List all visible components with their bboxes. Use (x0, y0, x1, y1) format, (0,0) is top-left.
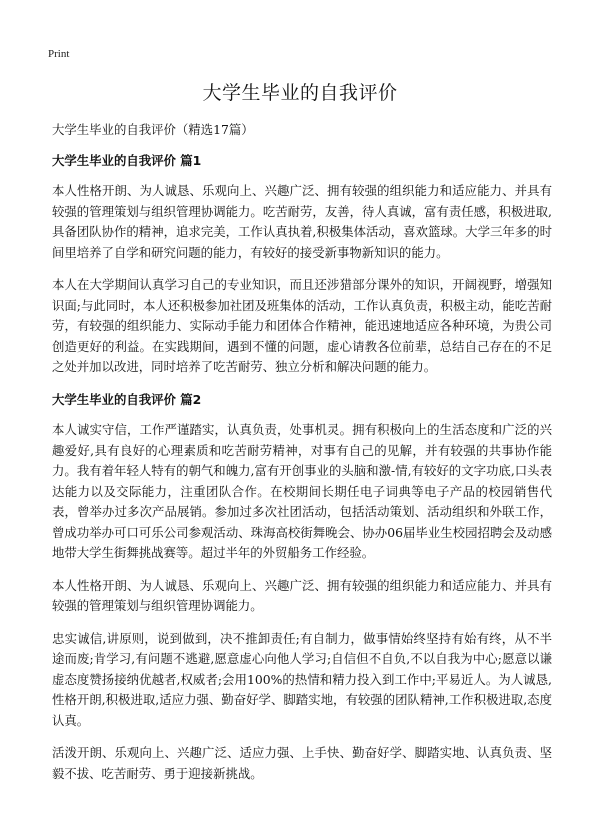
paragraph: 活泼开朗、乐观向上、兴趣广泛、适应力强、上手快、勤奋好学、脚踏实地、认真负责、坚毅不拔、吃苦耐劳、勇于迎接新挑战。 (52, 745, 552, 781)
paragraph: 忠实诚信,讲原则，说到做到，决不推卸责任;有自制力，做事情始终坚持有始有终，从不半途而废;肯学习,有问题不逃避,愿意虚心向他人学习;自信但不自负,不以自我为中心;愿意以谦虚态度赞扬接纳优越者,权威者;会用100%的热情和精力投入到工作中;平易近人。为人诚恳,性格开朗,积极进取,适应力强、勤奋好学、脚踏实地，有较强的团队精神,工作积极进取,态度认真。 (52, 630, 552, 728)
section-1 (52, 151, 552, 378)
section-2 (52, 390, 552, 785)
paragraph: 本人性格开朗、为人诚恳、乐观向上、兴趣广泛、拥有较强的组织能力和适应能力、并具有较强的管理策划与组织管理协调能力。吃苦耐劳，友善，待人真诚，富有责任感，积极进取,具备团队协作的精神，追求完美，工作认真执着,积极集体活动，喜欢篮球。大学三年多的时间里培养了自学和研究问题的能力，有较好的接受新事物新知识的能力。 (52, 183, 552, 260)
section-heading: 大学生毕业的自我评价 篇2 (52, 391, 202, 407)
paragraph: 本人性格开朗、为人诚恳、乐观向上、兴趣广泛、拥有较强的组织能力和适应能力、并具有较强的管理策划与组织管理协调能力。 (52, 577, 552, 613)
paragraph: 本人诚实守信，工作严谨踏实，认真负责，处事机灵。拥有积极向上的生活态度和广泛的兴趣爱好,具有良好的心理素质和吃苦耐劳精神，对事有自己的见解，并有较强的共事协作能力。我有着年轻人特有的朝气和魄力,富有开创事业的头脑和激-情,有较好的文字功底,口头表达能力以及交际能力，注重团队合作。在校期间长期任电子词典等电子产品的校园销售代表，曾举办过多次产品展销。参加过多次社团活动，包括活动策划、活动组织和外联工作，曾成功举办可口可乐公司参观活动、珠海高校街舞晚会、协办06届毕业生校园招聘会及动感地带大学生街舞挑战赛等。超过半年的外贸船务工作经验。 (52, 422, 552, 560)
document-subtitle: 大学生毕业的自我评价（精选17篇） (52, 122, 254, 137)
print-link[interactable]: Print (48, 48, 70, 60)
document-body (52, 120, 552, 796)
page-title: 大学生毕业的自我评价 (202, 82, 398, 104)
section-heading: 大学生毕业的自我评价 篇1 (52, 152, 202, 168)
paragraph: 本人在大学期间认真学习自己的专业知识，而且还涉猎部分课外的知识，开阔视野，增强知识面;与此同时，本人还积极参加社团及班集体的活动，工作认真负责，积极主动，能吃苦耐劳，有较强的组织能力、实际动手能力和团体合作精神，能迅速地适应各种环境，为贵公司创造更好的利益。在实践期间，遇到不懂的问题，虚心请教各位前辈，总结自己存在的不足之处并加以改进，同时培养了吃苦耐劳、独立分析和解决问题的能力。 (52, 277, 552, 374)
